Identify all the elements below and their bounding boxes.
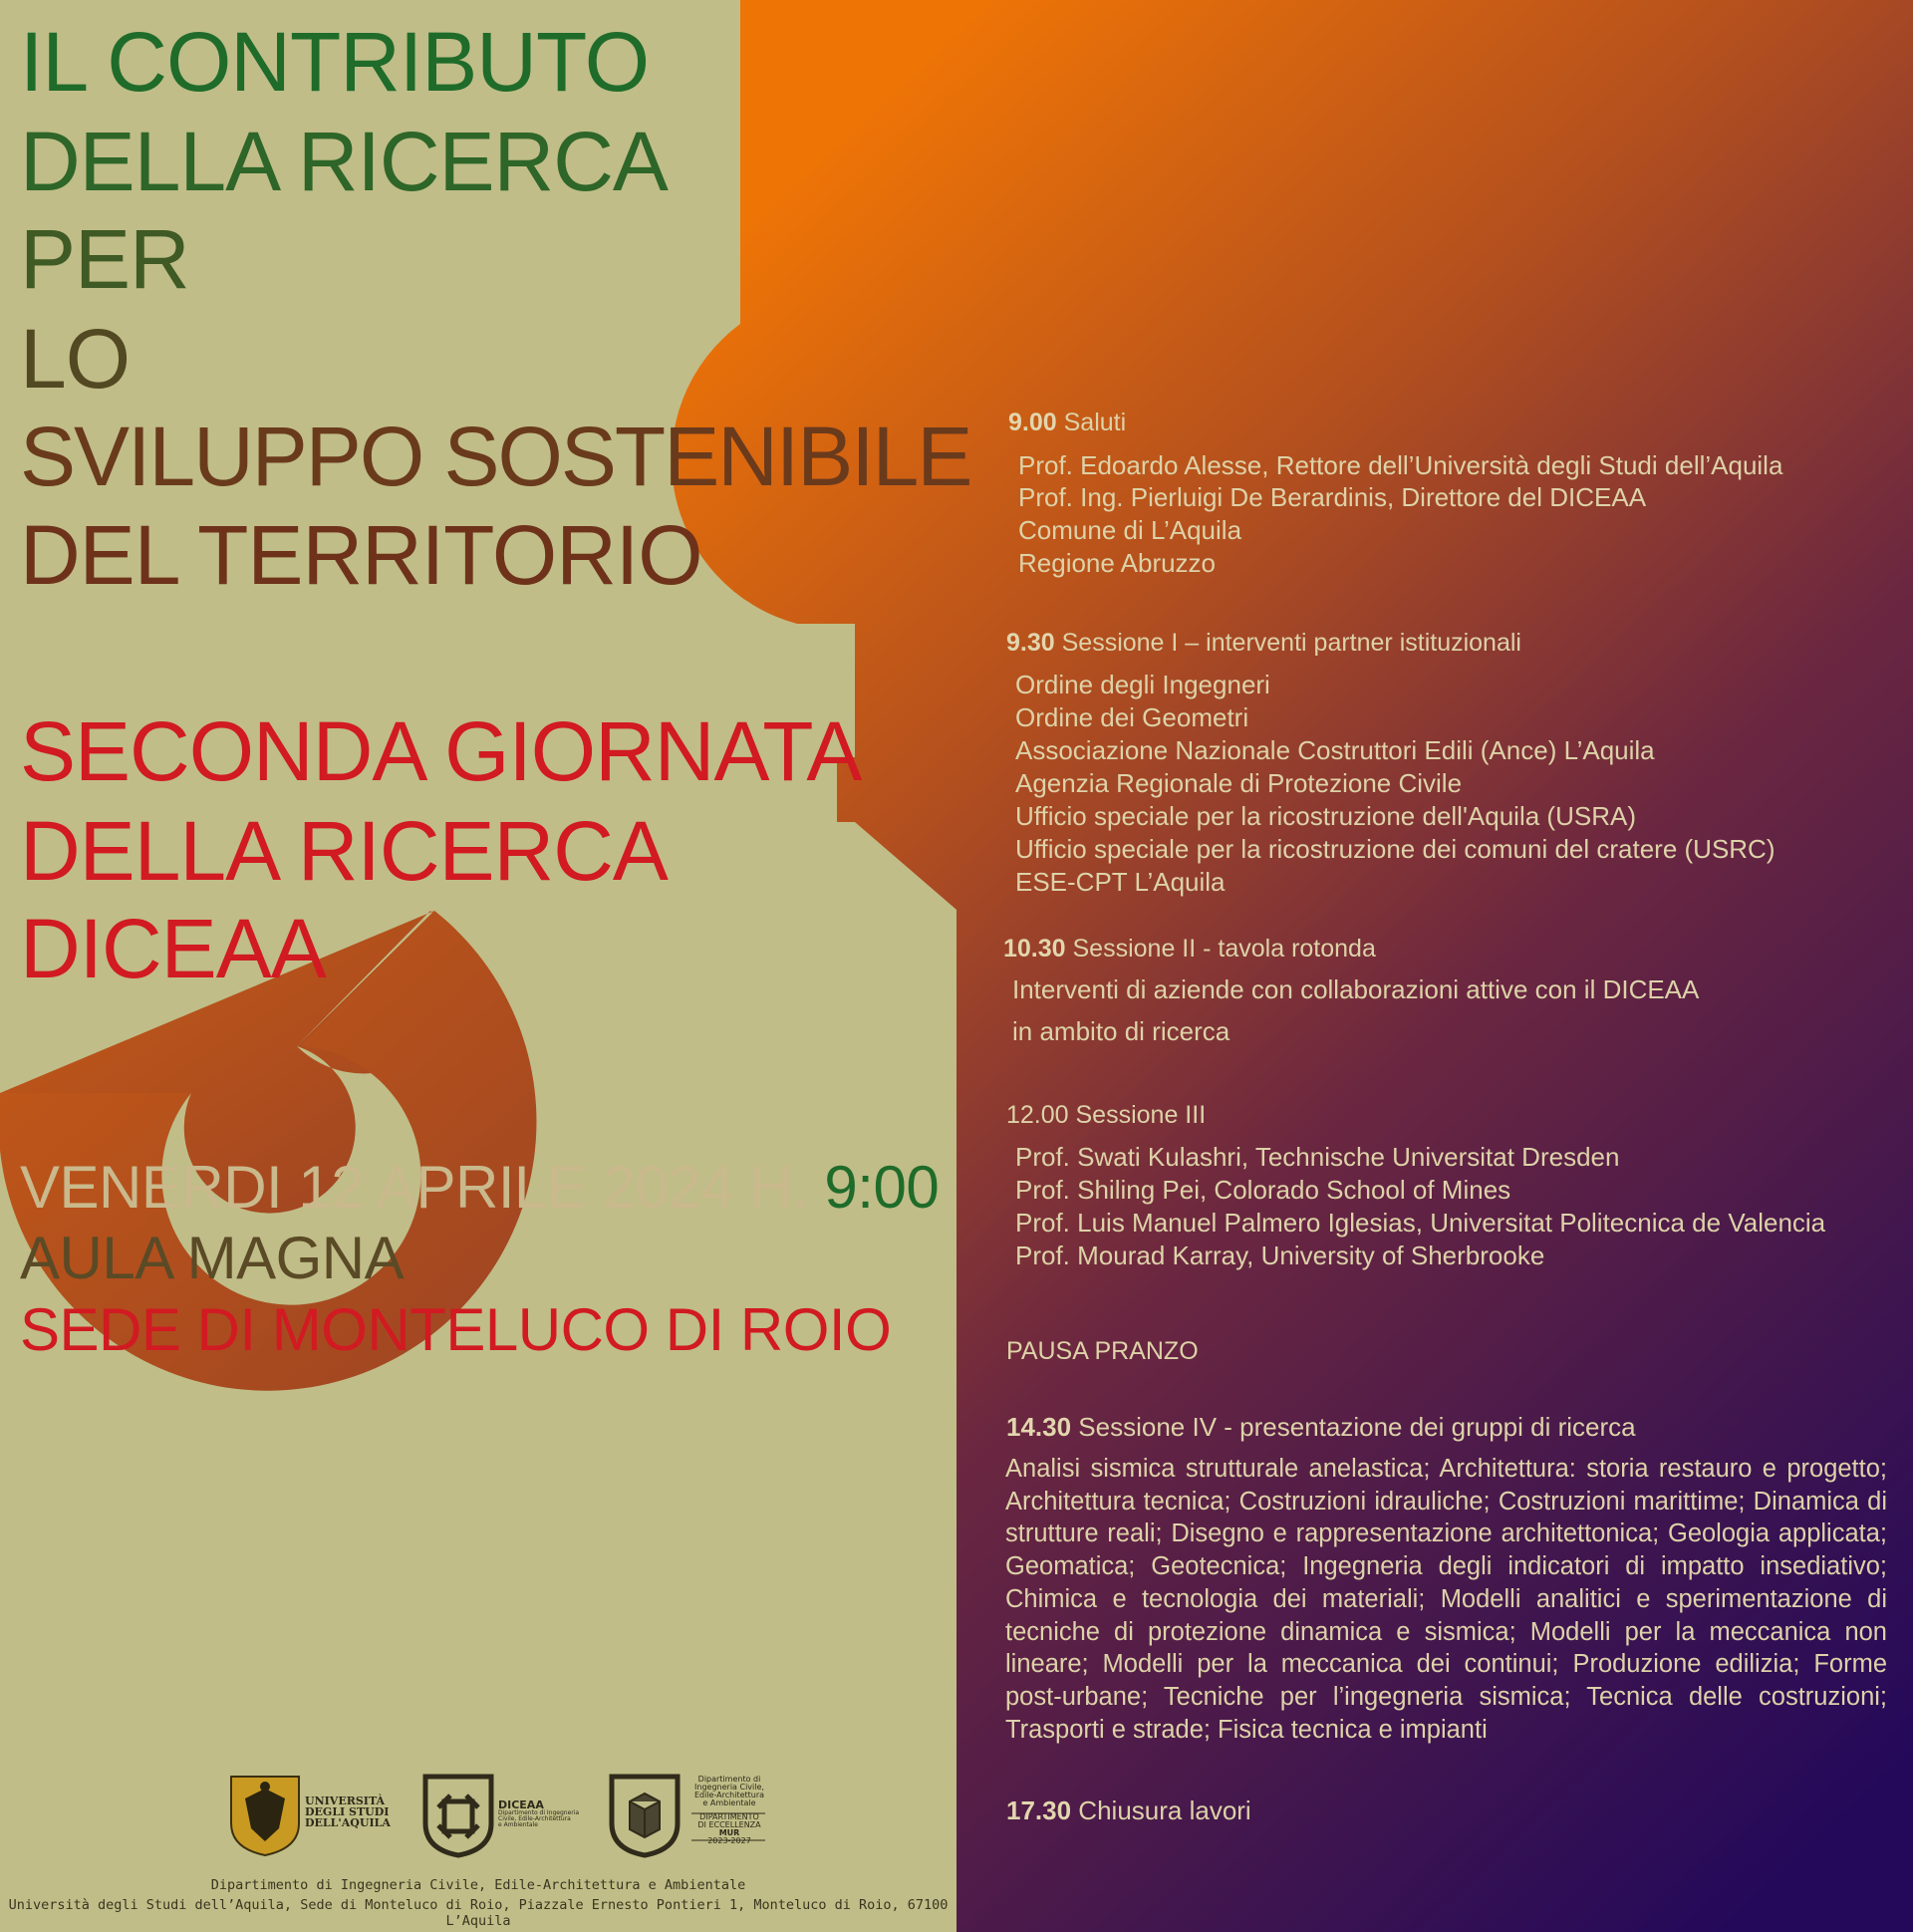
- session-3: [1006, 1103, 1206, 1128]
- univaq-line: DELL'AQUILA: [305, 1816, 391, 1829]
- list-item: Ordine dei Geometri: [1015, 702, 1249, 732]
- diceaa-sub: Civile, Edile-Architettura: [498, 1815, 571, 1822]
- univaq-logo-text: [305, 1795, 391, 1828]
- list-item: Ordine degli Ingegneri: [1015, 670, 1270, 699]
- list-item: Regione Abruzzo: [1018, 548, 1217, 578]
- diceaa-sub: Dipartimento di Ingegneria: [498, 1809, 580, 1816]
- session-time: 9.00: [1008, 409, 1057, 436]
- session-4: [1006, 1414, 1636, 1440]
- event-venue: AULA MAGNA: [20, 1225, 405, 1291]
- event-place: SEDE DI MONTELUCO DI ROIO: [20, 1296, 892, 1363]
- eccellenza-logo-text: [691, 1776, 767, 1845]
- list-item: Prof. Edoardo Alesse, Rettore dell’Università degli Studi dell’Aquila: [1018, 450, 1783, 480]
- list-item: ESE-CPT L’Aquila: [1015, 867, 1226, 897]
- list-item: Ufficio speciale per la ricostruzione dell'Aquila (USRA): [1015, 801, 1636, 831]
- title-line-6: DEL TERRITORIO: [20, 508, 702, 602]
- list-item: Prof. Mourad Karray, University of Sherbrooke: [1015, 1241, 1545, 1270]
- title-line-5-text: SVILUPPO SOSTENIBILE: [20, 410, 971, 503]
- lunch-break: PAUSA PRANZO: [1006, 1337, 1199, 1365]
- univaq-line: DEGLI STUDI: [305, 1805, 390, 1818]
- diceaa-sub: e Ambientale: [498, 1821, 538, 1828]
- eccellenza-bottom: 2023-2027: [707, 1836, 751, 1845]
- diceaa-name: DICEAA: [498, 1798, 544, 1811]
- subtitle-line-1: SECONDA GIORNATA: [20, 704, 862, 798]
- subtitle-line-2: DELLA RICERCA: [20, 804, 668, 898]
- eccellenza-bottom: MUR: [718, 1828, 740, 1837]
- session-2: [1003, 937, 1376, 962]
- univaq-crest-icon: [231, 1777, 299, 1855]
- list-item: Prof. Shiling Pei, Colorado School of Mines: [1015, 1175, 1511, 1205]
- title-line-3: PER: [20, 212, 189, 306]
- title-line-1: IL CONTRIBUTO: [20, 15, 650, 109]
- session-closing: [1006, 1797, 1251, 1823]
- logo-marks: [0, 0, 956, 1932]
- eccellenza-top: Edile-Architettura: [693, 1791, 765, 1799]
- list-item: Prof. Luis Manuel Palmero Iglesias, Universitat Politecnica de Valencia: [1015, 1208, 1826, 1238]
- session-time: 14.30: [1006, 1412, 1072, 1442]
- univaq-line: UNIVERSITÀ: [305, 1794, 386, 1807]
- session-time: 12.00: [1006, 1101, 1069, 1129]
- session-time: 9.30: [1006, 629, 1055, 657]
- session-label: Sessione III: [1068, 1101, 1207, 1129]
- research-groups-text: Analisi sismica strutturale anelastica; Architettura: storia restauro e progetto; Architettura tecnica; Costruzioni idrauliche; Costruzioni marittime; Dinamica di strutture reali; Disegno e rappresentazione architettonica; Geologia applicata; Geomatica; Geotecnica; Ingegneria degli indicatori di impatto insediativo; Chimica e tecnologia dei materiali; Modelli analitici e sperimentazione di tecniche di protezione dinamica e sismica; Modelli per la meccanica non lineare; Modelli per la meccanica dei continui; Produzione edilizia; Forme post-urbane; Tecniche per l’ingegneria sismica; Tecnica delle costruzioni; Trasporti e strade; Fisica tecnica e impianti: [1005, 1455, 1887, 1744]
- list-item: in ambito di ricerca: [1012, 1016, 1230, 1046]
- session-label: Sessione II - tavola rotonda: [1065, 935, 1376, 963]
- footer-address: Università degli Studi dell’Aquila, Sede di Monteluco di Roio, Piazzale Ernesto Pontieri 1, Monteluco di Roio, 67100 L’Aquila: [8, 1897, 949, 1929]
- eccellenza-top: Ingegneria Civile,: [694, 1783, 764, 1792]
- session-label: Sessione IV - presentazione dei gruppi di ricerca: [1071, 1412, 1636, 1442]
- diceaa-shield-icon: [425, 1777, 491, 1855]
- event-date-text: VENERDI 12 APRILE 2024 H.: [20, 1154, 809, 1221]
- session-time: 17.30: [1006, 1795, 1072, 1825]
- eccellenza-top: e Ambientale: [702, 1798, 756, 1807]
- list-item: Agenzia Regionale di Protezione Civile: [1015, 768, 1463, 798]
- list-item: Ufficio speciale per la ricostruzione dei comuni del cratere (USRC): [1015, 834, 1776, 864]
- list-item: Interventi di aziende con collaborazioni attive con il DICEAA: [1012, 974, 1700, 1004]
- eccellenza-bottom: DIPARTIMENTO: [699, 1812, 759, 1821]
- session-1: [1006, 631, 1521, 656]
- title-line-4: LO: [20, 312, 131, 406]
- list-item: Prof. Ing. Pierluigi De Berardinis, Direttore del DICEAA: [1018, 482, 1647, 512]
- diceaa-logo-text: [498, 1799, 579, 1828]
- list-item: Associazione Nazionale Costruttori Edili (Ance) L’Aquila: [1015, 735, 1655, 765]
- session-time: 10.30: [1003, 935, 1066, 963]
- session-label: Sessione I – interventi partner istituzionali: [1054, 629, 1521, 657]
- eccellenza-top: Dipartimento di: [697, 1775, 761, 1784]
- list-item: Prof. Swati Kulashri, Technische Universitat Dresden: [1015, 1142, 1620, 1172]
- event-time: 9:00: [808, 1154, 940, 1221]
- title-line-2: DELLA RICERCA: [20, 115, 668, 208]
- subtitle-line-3: DICEAA: [20, 902, 326, 995]
- session-label: Saluti: [1056, 409, 1127, 436]
- session-saluti: [1008, 411, 1126, 435]
- list-item: Comune di L’Aquila: [1018, 515, 1242, 545]
- session-label: Chiusura lavori: [1071, 1795, 1251, 1825]
- footer-department: Dipartimento di Ingegneria Civile, Edile-Architettura e Ambientale: [210, 1877, 746, 1893]
- eccellenza-bottom: DI ECCELLENZA: [697, 1820, 761, 1829]
